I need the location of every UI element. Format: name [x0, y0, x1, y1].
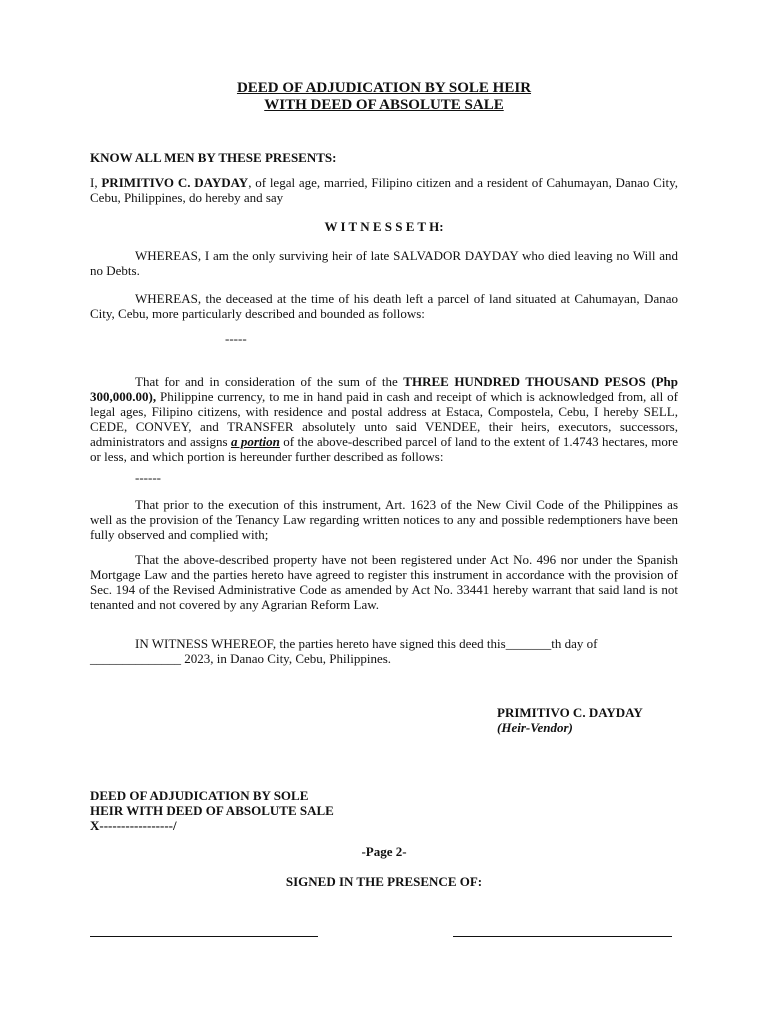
witness-text-3: 2023, in Danao City, Cebu, Philippines.: [181, 651, 392, 666]
registration-paragraph: That the above-described property have not been registered under Act No. 496 nor under the Spanish Mortgage Law and the parties hereto have agreed to register this instrument in accordance with the provision of Sec. 194 of the Revised Administrative Code as amended by Act No. 33441 hereby warrant that said land is not tenanted and not covered by any Agrarian Reform Law.: [90, 552, 678, 612]
footer-separator: X-----------------/: [90, 818, 177, 833]
witness-text-1: IN WITNESS WHEREOF, the parties hereto have signed this deed this: [135, 636, 506, 651]
intro-prefix: I,: [90, 175, 102, 190]
signatory-name: PRIMITIVO C. DAYDAY: [497, 705, 643, 720]
footer-title-line-2: HEIR WITH DEED OF ABSOLUTE SALE: [90, 803, 334, 818]
witness-whereof-paragraph: [90, 636, 678, 666]
witness-signature-line-right: [453, 936, 672, 937]
consideration-paragraph: [90, 374, 678, 464]
intro-paragraph: [90, 175, 678, 205]
consideration-text-2: Philippine currency, to me in hand paid in cash and receipt of which is acknowledged from, all of legal ages, Filipino citizens, with residence and postal address at Estaca, Compostela, Cebu, I hereby SELL, CEDE, CONVEY, and TRANSFER absolutely unto said VENDEE, their heirs, executors, successors, administrators and assigns: [90, 389, 678, 449]
witnesseth-heading: W I T N E S S E T H:: [324, 219, 444, 234]
whereas-heir-paragraph: WHEREAS, I am the only surviving heir of late SALVADOR DAYDAY who died leaving no Will and no Debts.: [90, 248, 678, 278]
intro-text: , of legal age, married, Filipino citizen and a resident of Cahumayan, Danao City, Cebu, Philippines, do hereby and say: [90, 175, 678, 205]
land-description-placeholder: -----: [225, 331, 247, 346]
day-blank: _______: [505, 636, 552, 651]
consideration-amount: THREE HUNDRED THOUSAND PESOS (Php 300,000.00),: [90, 374, 678, 404]
portion-emphasis: a portion: [230, 434, 280, 449]
signed-in-presence-heading: SIGNED IN THE PRESENCE OF:: [285, 874, 483, 889]
signatory-role: (Heir-Vendor): [497, 720, 573, 735]
month-blank: ______________: [90, 651, 181, 666]
grantor-name: PRIMITIVO C. DAYDAY: [101, 175, 249, 190]
consideration-text-3: of the above-described parcel of land to the extent of 1.4743 hectares, more or less, and which portion is hereunder further described as follows:: [90, 434, 678, 464]
witness-signature-line-left: [90, 936, 318, 937]
witness-text-2: th day of: [551, 636, 598, 651]
document-title-line-1: DEED OF ADJUDICATION BY SOLE HEIR: [236, 80, 532, 96]
consideration-text-1: That for and in consideration of the sum of the: [135, 374, 404, 389]
prior-compliance-paragraph: That prior to the execution of this instrument, Art. 1623 of the New Civil Code of the Philippines as well as the provision of the Tenancy Law regarding written notices to any and possible redemptioners have been fully observed and complied with;: [90, 497, 678, 542]
whereas-land-paragraph: WHEREAS, the deceased at the time of his death left a parcel of land situated at Cahumayan, Danao City, Cebu, more particularly described and bounded as follows:: [90, 291, 678, 321]
opening-clause: KNOW ALL MEN BY THESE PRESENTS:: [90, 150, 337, 165]
page-number: -Page 2-: [361, 844, 407, 859]
portion-description-placeholder: ------: [135, 470, 161, 485]
footer-title-line-1: DEED OF ADJUDICATION BY SOLE: [90, 788, 309, 803]
document-title-line-2: WITH DEED OF ABSOLUTE SALE: [264, 97, 504, 113]
